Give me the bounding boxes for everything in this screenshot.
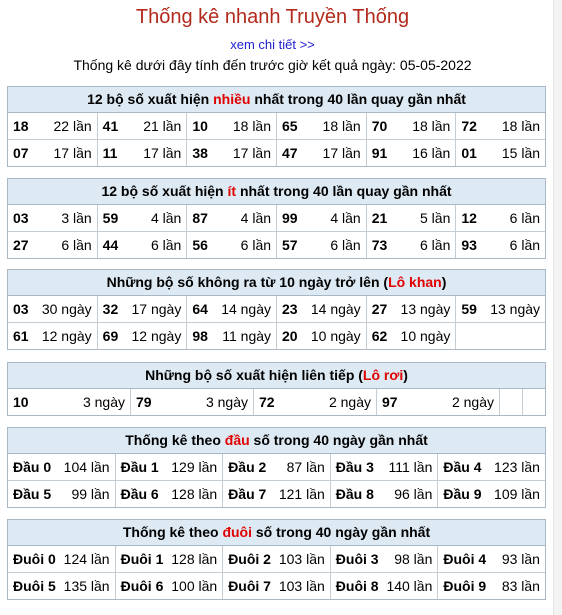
cell-key: 41 <box>102 118 119 134</box>
cell-key: 18 <box>13 118 29 134</box>
table-cell <box>8 113 98 139</box>
count: 2 ngày <box>328 394 371 410</box>
cell-count: 18 lần <box>412 118 451 134</box>
table-cell <box>223 546 331 572</box>
cell-key: Đầu 2 <box>228 459 267 475</box>
most-frequent-table <box>7 86 546 167</box>
table-cell <box>456 140 545 166</box>
cell-key: Đầu 4 <box>443 459 482 475</box>
cell-count: 4 lần <box>240 210 272 226</box>
table-cell <box>254 389 377 415</box>
table-cell <box>438 454 545 480</box>
header-text: Thống kê theo <box>122 524 223 540</box>
cell-count: 22 lần <box>53 118 92 134</box>
count: 3 ngày <box>82 394 125 410</box>
cell-key: 70 <box>371 118 388 134</box>
cell-key: 91 <box>371 145 388 161</box>
lo-roi-row <box>8 389 545 415</box>
cell-count: 140 lần <box>386 578 433 594</box>
table-cell <box>367 296 457 322</box>
table-cell <box>116 454 224 480</box>
cell-key: 57 <box>282 237 298 253</box>
lo-khan-header <box>8 270 545 296</box>
cell-count: 17 lần <box>232 145 272 161</box>
cell-count: 17 ngày <box>131 301 182 317</box>
cell-key: 21 <box>371 210 388 226</box>
cell-count: 135 lần <box>63 578 110 594</box>
header-text: 12 bộ số xuất hiện <box>87 91 214 107</box>
table-cell <box>377 389 500 415</box>
lo-khan-table <box>7 269 546 350</box>
cell-count: 13 ngày <box>490 301 541 317</box>
cell-count: 12 ngày <box>41 328 92 344</box>
number: 79 <box>136 394 152 410</box>
cell-key: 01 <box>461 145 477 161</box>
page-title: Thống kê nhanh Truyền Thống <box>135 6 410 28</box>
empty-cell <box>523 389 545 415</box>
cell-count: 98 lần <box>394 551 433 567</box>
table-cell <box>277 232 367 258</box>
cell-key: 11 <box>102 145 118 161</box>
cell-count: 6 lần <box>240 237 272 253</box>
cell-key: 99 <box>282 210 298 226</box>
cell-count: 14 ngày <box>310 301 361 317</box>
cell-count: 16 lần <box>412 145 451 161</box>
cell-key: 69 <box>102 328 119 344</box>
table-cell <box>223 573 331 599</box>
more-detail-link[interactable]: xem chi tiết >> <box>230 37 315 52</box>
table-cell <box>8 573 116 599</box>
number: 10 <box>13 394 29 410</box>
table-row <box>8 205 545 232</box>
table-cell <box>367 323 457 349</box>
cell-key: 93 <box>461 237 477 253</box>
header-highlight: đuôi <box>222 524 252 540</box>
table-row <box>8 481 545 507</box>
header-text: Thống kê theo <box>125 432 225 448</box>
cell-key: Đầu 7 <box>228 486 267 502</box>
cell-count: 96 lần <box>394 486 433 502</box>
cell-key: 59 <box>461 301 477 317</box>
cell-key: Đuôi 1 <box>120 551 164 567</box>
header-highlight: Lô khan <box>388 274 442 290</box>
cell-count: 18 lần <box>232 118 272 134</box>
cell-key: Đầu 8 <box>335 486 374 502</box>
table-cell <box>187 296 277 322</box>
lo-roi-table <box>7 362 546 416</box>
table-cell <box>187 205 277 231</box>
cell-count: 10 ngày <box>310 328 361 344</box>
table-cell <box>131 389 254 415</box>
header-text: ) <box>441 274 447 290</box>
table-cell <box>456 296 545 322</box>
header-highlight: Lô rơi <box>362 367 404 383</box>
header-text: Những bộ số xuất hiện liên tiếp ( <box>145 367 363 383</box>
cell-key: 73 <box>371 237 388 253</box>
header-highlight: ít <box>227 183 237 199</box>
cell-key: 64 <box>192 301 208 317</box>
cell-count: 18 lần <box>501 118 541 134</box>
cell-key: Đuôi 2 <box>228 551 271 567</box>
count: 3 ngày <box>205 394 248 410</box>
cell-count: 123 lần <box>494 459 540 475</box>
cell-key: 23 <box>282 301 298 317</box>
cell-key: 65 <box>282 118 298 134</box>
cell-count: 93 lần <box>501 551 540 567</box>
table-cell <box>187 323 277 349</box>
cell-count: 4 lần <box>330 210 361 226</box>
least-frequent-table <box>7 178 546 259</box>
table-row <box>8 546 545 573</box>
header-text: Những bộ số không ra từ 10 ngày trở lên ( <box>106 274 389 290</box>
header-highlight: đầu <box>224 432 250 448</box>
table-cell <box>331 546 439 572</box>
least-frequent-grid <box>8 205 545 258</box>
cell-count: 104 lần <box>63 459 110 475</box>
cell-key: 62 <box>371 328 388 344</box>
cell-key: 98 <box>192 328 208 344</box>
cell-count: 21 lần <box>143 118 182 134</box>
cell-key: Đầu 3 <box>335 459 374 475</box>
cell-key: 27 <box>13 237 29 253</box>
most-frequent-header <box>8 87 545 113</box>
cell-key: 07 <box>13 145 29 161</box>
cell-key: 12 <box>461 210 477 226</box>
cell-count: 17 lần <box>143 145 182 161</box>
table-row <box>8 232 545 258</box>
table-cell <box>98 323 188 349</box>
empty-cell <box>500 389 523 415</box>
table-cell <box>98 296 188 322</box>
table-cell <box>8 481 116 507</box>
cell-count: 15 lần <box>501 145 541 161</box>
table-cell <box>438 546 545 572</box>
cell-key: Đuôi 5 <box>13 578 56 594</box>
cell-count: 103 lần <box>278 551 325 567</box>
cell-count: 30 ngày <box>41 301 92 317</box>
header-text: số trong 40 ngày gần nhất <box>249 432 428 448</box>
cell-count: 129 lần <box>171 459 218 475</box>
count: 2 ngày <box>451 394 494 410</box>
table-cell <box>456 113 545 139</box>
cell-count: 99 lần <box>71 486 110 502</box>
table-cell <box>8 454 116 480</box>
table-cell <box>187 232 277 258</box>
lo-roi-header <box>8 363 545 389</box>
table-cell <box>8 140 98 166</box>
table-cell <box>367 140 457 166</box>
table-cell <box>456 232 545 258</box>
cell-count: 11 ngày <box>222 328 272 344</box>
cell-key: 87 <box>192 210 208 226</box>
table-cell <box>277 296 367 322</box>
cell-count: 100 lần <box>171 578 218 594</box>
header-text: số trong 40 ngày gần nhất <box>251 524 431 540</box>
header-text: nhất trong 40 lần quay gần nhất <box>236 183 452 199</box>
table-cell <box>456 205 545 231</box>
number: 72 <box>259 394 275 410</box>
cell-key: 20 <box>282 328 298 344</box>
cell-count: 17 lần <box>53 145 92 161</box>
most-frequent-grid <box>8 113 545 166</box>
cell-count: 10 ngày <box>400 328 451 344</box>
cell-key: 10 <box>192 118 208 134</box>
cell-key: Đuôi 9 <box>443 578 487 594</box>
cell-count: 6 lần <box>61 237 92 253</box>
cell-key: 03 <box>13 210 29 226</box>
scrollbar[interactable] <box>553 0 562 615</box>
cell-key: Đầu 9 <box>443 486 482 502</box>
duoi-table <box>7 519 546 600</box>
cell-count: 124 lần <box>63 551 110 567</box>
cell-key: Đuôi 0 <box>13 551 56 567</box>
table-cell <box>8 389 131 415</box>
cell-count: 5 lần <box>420 210 451 226</box>
table-row <box>8 323 545 349</box>
cell-key: 56 <box>192 237 208 253</box>
table-cell <box>331 481 439 507</box>
table-cell <box>277 113 367 139</box>
cell-count: 18 lần <box>322 118 361 134</box>
table-cell <box>8 546 116 572</box>
cell-count: 17 lần <box>322 145 361 161</box>
table-cell <box>98 232 188 258</box>
table-cell <box>223 454 331 480</box>
table-row <box>8 573 545 599</box>
cell-key: Đuôi 4 <box>443 551 487 567</box>
cell-count: 121 lần <box>278 486 325 502</box>
table-cell <box>116 573 224 599</box>
header-highlight: nhiều <box>213 91 251 107</box>
table-cell <box>223 481 331 507</box>
cell-count: 6 lần <box>420 237 451 253</box>
table-row <box>8 454 545 481</box>
cell-key: Đuôi 6 <box>120 578 164 594</box>
table-cell <box>8 323 98 349</box>
cell-count: 6 lần <box>330 237 361 253</box>
cell-count: 6 lần <box>150 237 182 253</box>
cell-count: 87 lần <box>286 459 325 475</box>
header-text: ) <box>403 367 408 383</box>
table-row <box>8 140 545 166</box>
table-cell <box>187 140 277 166</box>
page-subtitle: Thống kê dưới đây tính đến trước giờ kết quả ngày: 05-05-2022 <box>73 57 472 73</box>
table-cell <box>277 323 367 349</box>
table-cell <box>8 232 98 258</box>
dau-table <box>7 427 546 508</box>
dau-grid <box>8 454 545 507</box>
cell-count: 103 lần <box>278 578 325 594</box>
table-cell <box>367 232 457 258</box>
cell-count: 6 lần <box>509 237 541 253</box>
cell-key: Đuôi 7 <box>228 578 271 594</box>
table-cell <box>456 323 545 349</box>
table-cell <box>8 296 98 322</box>
cell-count: 83 lần <box>501 578 540 594</box>
table-cell <box>8 205 98 231</box>
cell-key: 59 <box>102 210 119 226</box>
header-text: 12 bộ số xuất hiện <box>101 183 228 199</box>
least-frequent-header <box>8 179 545 205</box>
header-text: nhất trong 40 lần quay gần nhất <box>250 91 466 107</box>
cell-count: 128 lần <box>171 486 218 502</box>
cell-key: 47 <box>282 145 298 161</box>
cell-key: 38 <box>192 145 208 161</box>
cell-key: Đuôi 3 <box>335 551 379 567</box>
cell-key: 03 <box>13 301 29 317</box>
cell-key: Đuôi 8 <box>335 578 379 594</box>
table-cell <box>438 573 545 599</box>
cell-count: 3 lần <box>61 210 92 226</box>
cell-key: 72 <box>461 118 477 134</box>
table-cell <box>116 546 224 572</box>
cell-key: Đầu 1 <box>120 459 159 475</box>
table-cell <box>98 113 188 139</box>
cell-key: 32 <box>102 301 119 317</box>
cell-key: 27 <box>371 301 388 317</box>
duoi-grid <box>8 546 545 599</box>
table-cell <box>367 205 457 231</box>
cell-count: 13 ngày <box>400 301 451 317</box>
dau-header <box>8 428 545 454</box>
duoi-header <box>8 520 545 546</box>
table-row <box>8 113 545 140</box>
table-row <box>8 296 545 323</box>
table-cell <box>116 481 224 507</box>
cell-key: 44 <box>102 237 119 253</box>
table-cell <box>331 454 439 480</box>
cell-key: Đầu 0 <box>13 459 52 475</box>
cell-count: 109 lần <box>494 486 540 502</box>
table-cell <box>331 573 439 599</box>
table-cell <box>277 140 367 166</box>
lo-khan-grid <box>8 296 545 349</box>
table-cell <box>438 481 545 507</box>
cell-key: 61 <box>13 328 29 344</box>
table-cell <box>98 140 188 166</box>
cell-count: 111 lần <box>388 459 433 475</box>
table-cell <box>187 113 277 139</box>
number: 97 <box>382 394 398 410</box>
cell-count: 4 lần <box>150 210 182 226</box>
table-cell <box>98 205 188 231</box>
cell-count: 12 ngày <box>131 328 182 344</box>
cell-key: Đầu 5 <box>13 486 52 502</box>
cell-count: 128 lần <box>171 551 218 567</box>
table-cell <box>367 113 457 139</box>
table-cell <box>277 205 367 231</box>
cell-count: 14 ngày <box>221 301 272 317</box>
cell-key: Đầu 6 <box>120 486 159 502</box>
cell-count: 6 lần <box>509 210 541 226</box>
